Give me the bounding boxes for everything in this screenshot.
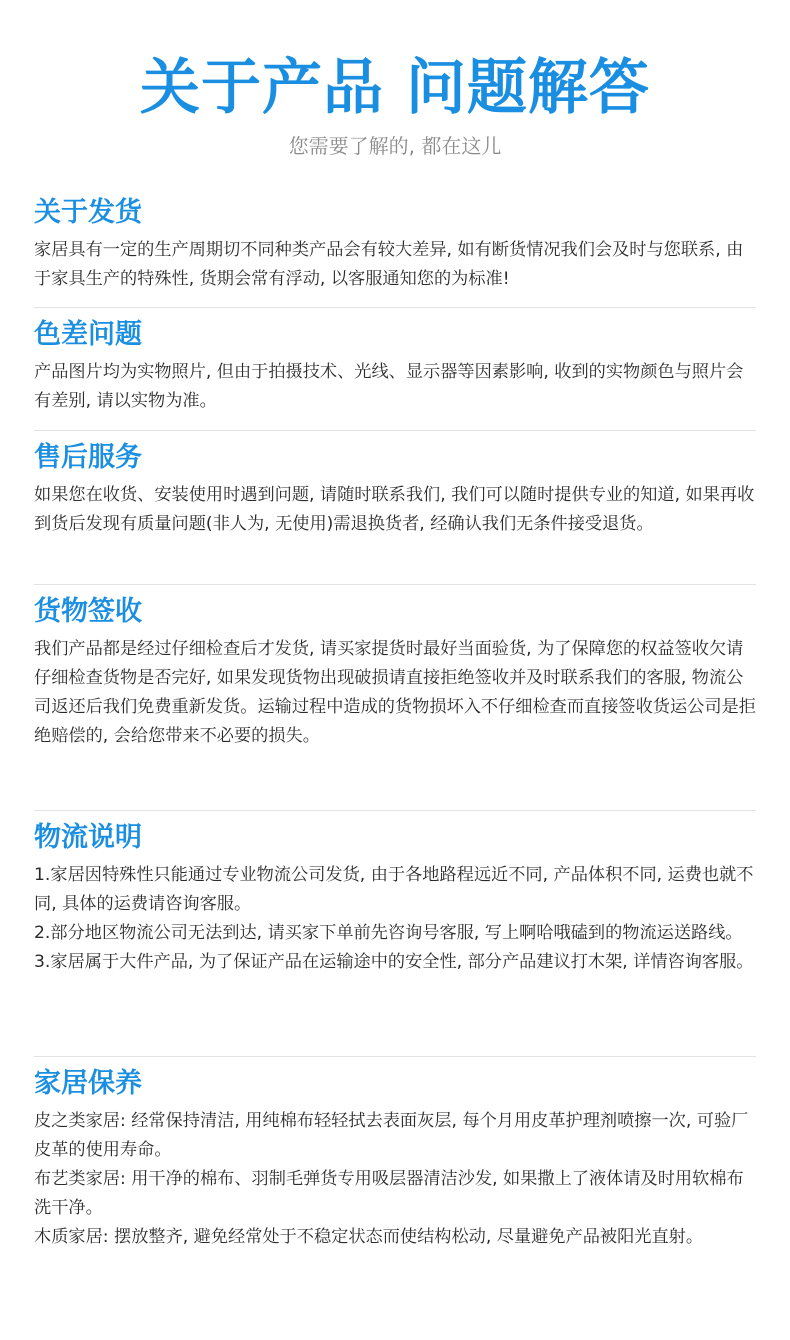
section-text-care-wood: 木质家居: 摆放整齐, 避免经常处于不稳定状态而使结构松动, 尽量避免产品被阳光直射。	[34, 1227, 704, 1247]
section-title-delivery-receipt: 货物签收	[34, 596, 142, 627]
section-title-after-sales: 售后服务	[34, 442, 142, 473]
section-title-logistics: 物流说明	[34, 822, 142, 853]
section-text-care-fabric: 布艺类家居: 用干净的棉布、羽制毛弹货专用吸层器清洁沙发, 如果撒上了液体请及时用软棉布洗干净。	[34, 1169, 744, 1218]
section-delivery-receipt	[34, 595, 756, 751]
divider	[34, 584, 756, 585]
section-text-shipping: 家居具有一定的生产周期切不同种类产品会有较大差异, 如有断货情况我们会及时与您联系, 由于家具生产的特殊性, 货期会常有浮动, 以客服通知您的为标准!	[34, 240, 744, 289]
section-after-sales	[34, 441, 756, 539]
section-logistics	[34, 821, 756, 977]
page-header	[34, 0, 756, 160]
page-title: 关于产品 问题解答	[140, 53, 650, 123]
section-title-furniture-care: 家居保养	[34, 1068, 142, 1099]
section-text-logistics-2: 2.部分地区物流公司无法到达, 请买家下单前先咨询号客服, 写上啊哈哦磕到的物流运送路线。	[34, 923, 743, 943]
section-text-logistics-1: 1.家居因特殊性只能通过专业物流公司发货, 由于各地路程远近不同, 产品体积不同, 运费也就不同, 具体的运费请咨询客服。	[34, 865, 754, 914]
section-text-after-sales: 如果您在收货、安装使用时遇到问题, 请随时联系我们, 我们可以随时提供专业的知道, 如果再收到货后发现有质量问题(非人为, 无使用)需退换货者, 经确认我们无条件接受退货。	[34, 485, 755, 534]
divider	[34, 307, 756, 308]
section-furniture-care	[34, 1067, 756, 1252]
section-text-logistics-3: 3.家居属于大件产品, 为了保证产品在运输途中的安全性, 部分产品建议打木架, 详情咨询客服。	[34, 952, 754, 972]
section-text-delivery-receipt: 我们产品都是经过仔细检查后才发货, 请买家提货时最好当面验货, 为了保障您的权益签收欠请仔细检查货物是否完好, 如果发现货物出现破损请直接拒绝签收并及时联系我们的客服, 物流公司返还后我们免费重新发货。运输过程中造成的货物损坏入不仔细检查而直接签收货运公司是拒绝赔偿的, 会给您带来不必要的损失。	[34, 639, 756, 746]
section-text-care-leather: 皮之类家居: 经常保持清洁, 用纯棉布轻轻拭去表面灰层, 每个月用皮革护理剂喷擦一次, 可验厂皮革的使用寿命。	[34, 1111, 749, 1160]
divider	[34, 810, 756, 811]
section-shipping	[34, 196, 756, 294]
divider	[34, 430, 756, 431]
divider	[34, 1056, 756, 1057]
section-title-shipping: 关于发货	[34, 197, 142, 228]
section-title-color-difference: 色差问题	[34, 319, 142, 350]
section-color-difference	[34, 318, 756, 416]
page-subtitle: 您需要了解的, 都在这儿	[288, 134, 502, 158]
section-text-color-difference: 产品图片均为实物照片, 但由于拍摄技术、光线、显示器等因素影响, 收到的实物颜色与照片会有差别, 请以实物为准。	[34, 362, 744, 411]
